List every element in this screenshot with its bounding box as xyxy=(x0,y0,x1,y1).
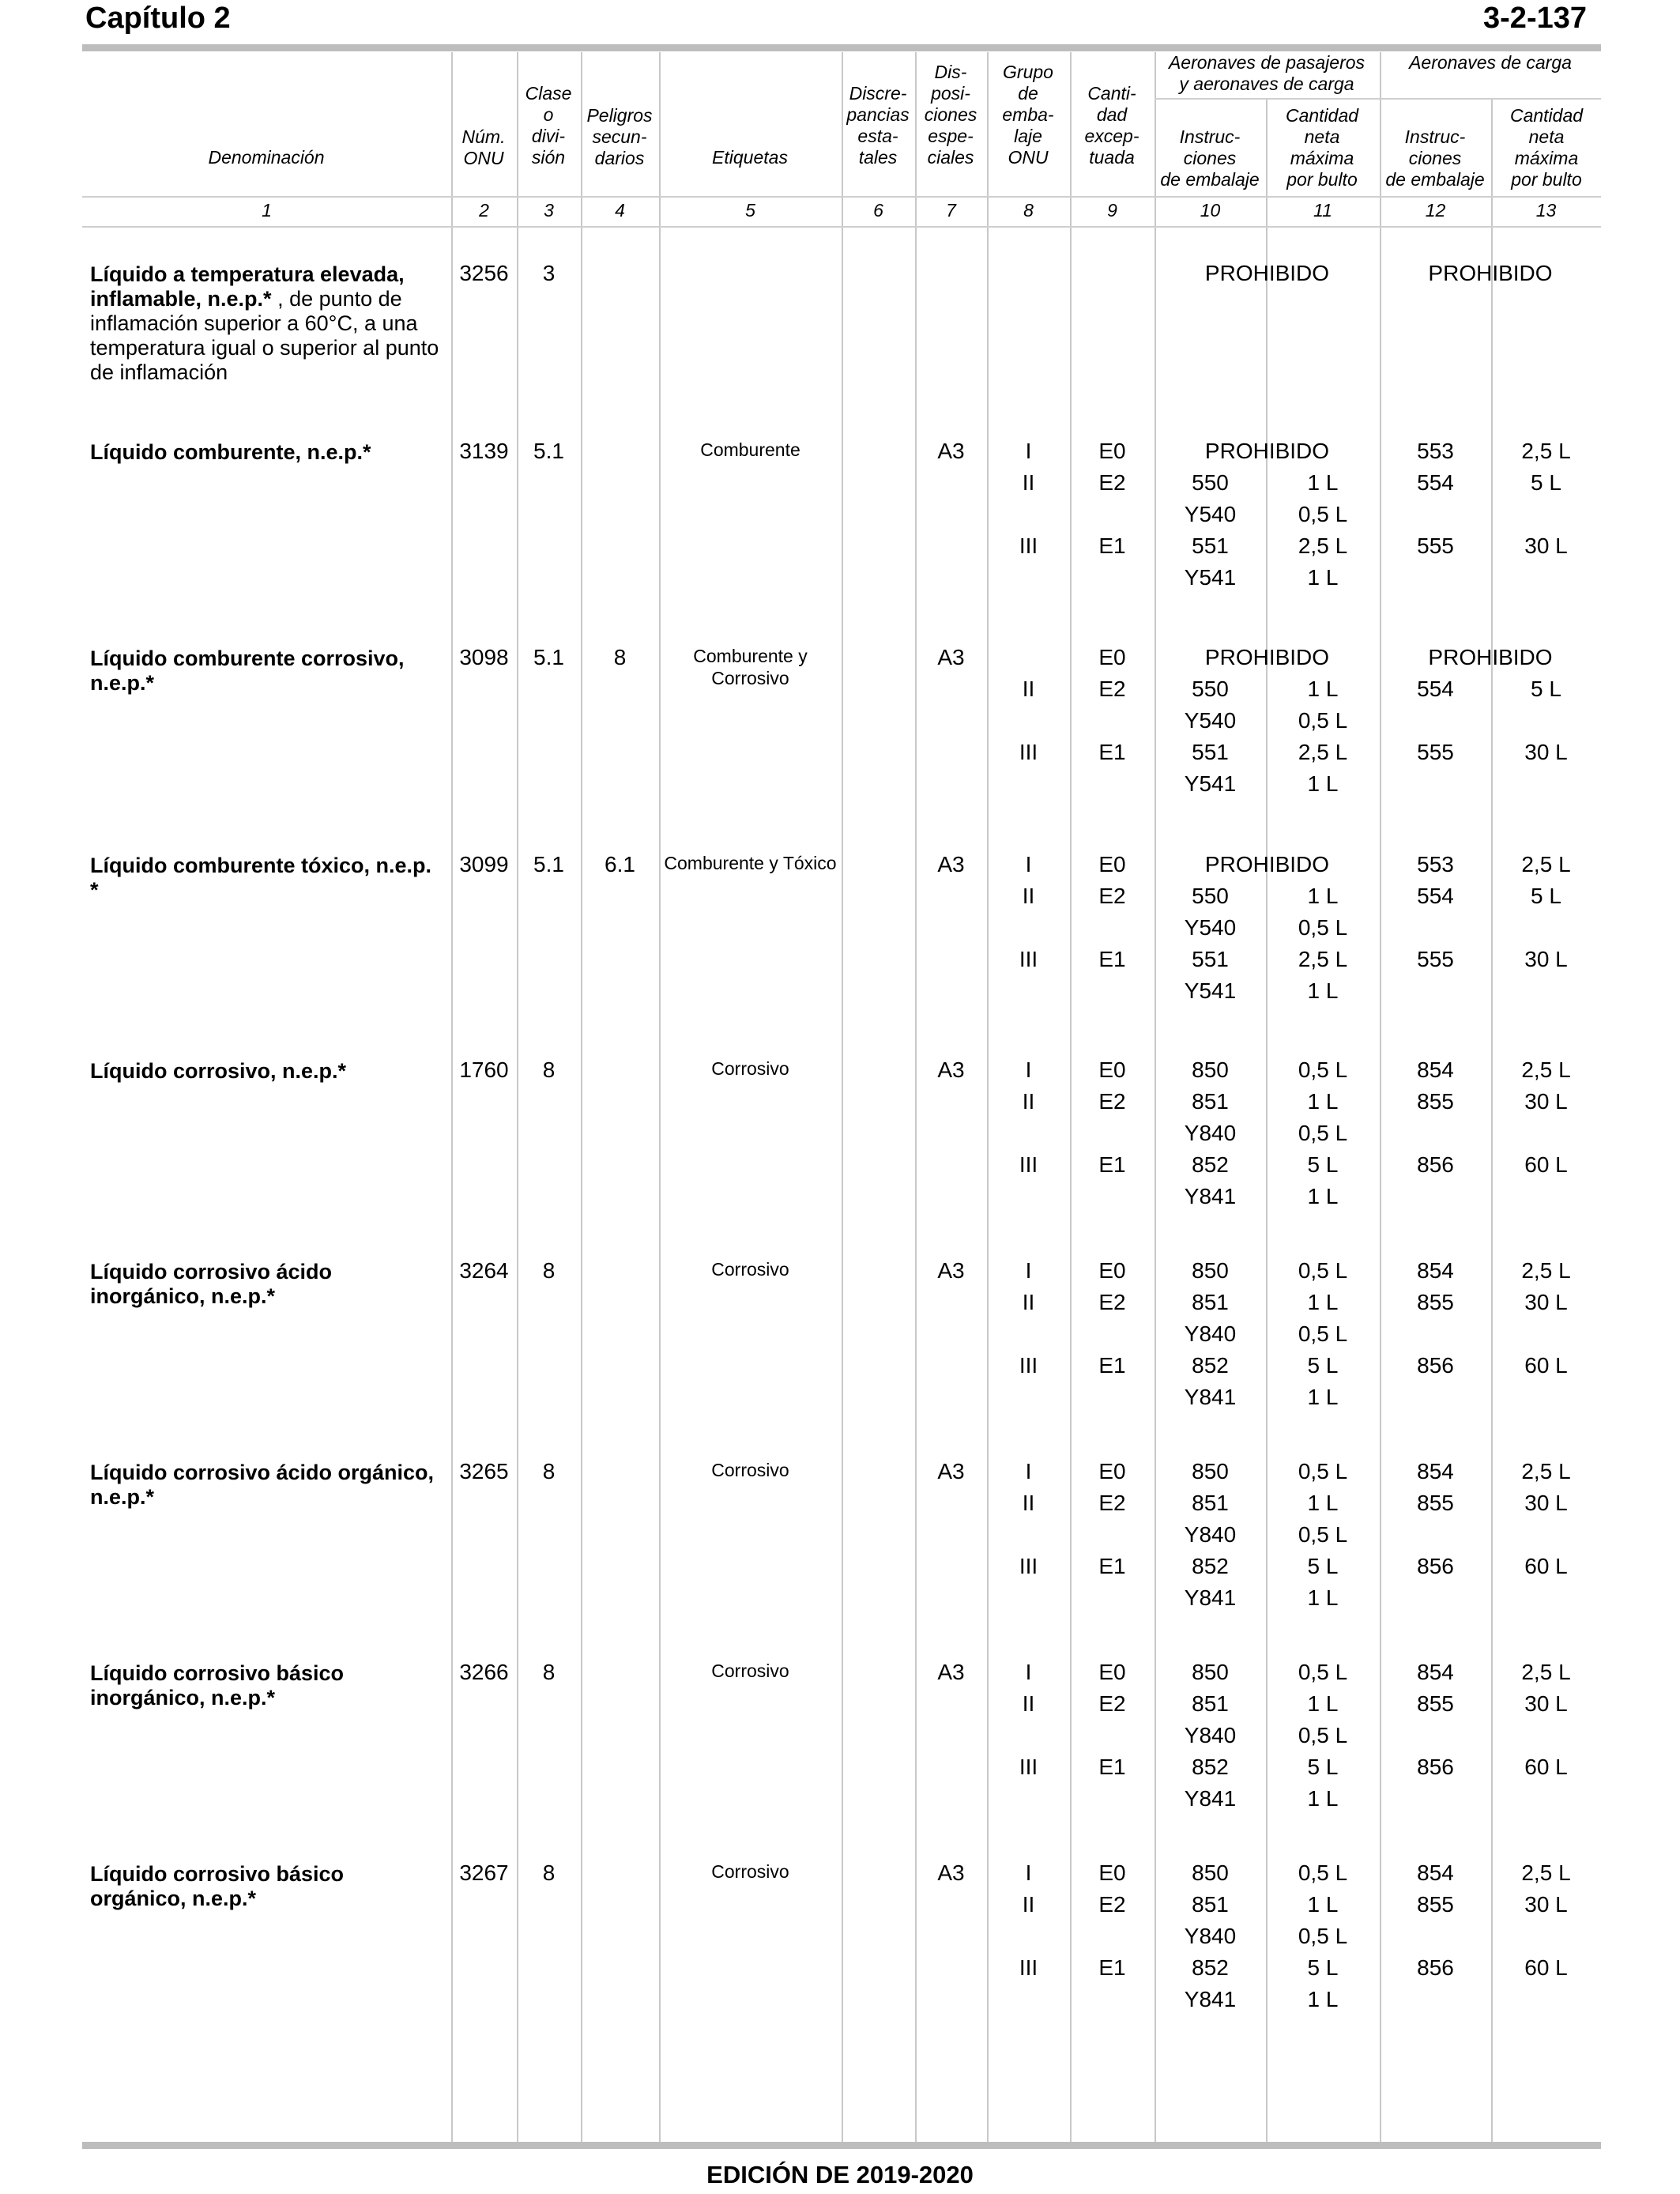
passenger-packing-instruction: Y840 xyxy=(1184,1121,1237,1145)
labels: Corrosivo xyxy=(711,1661,789,1681)
excepted-quantity: E1 xyxy=(1098,1353,1126,1378)
cargo-packing-instruction: 854 xyxy=(1417,1660,1454,1684)
passenger-packing-instruction: 851 xyxy=(1192,1290,1229,1314)
passenger-max-quantity: 0,5 L xyxy=(1298,1321,1348,1346)
un-number: 3098 xyxy=(459,645,509,669)
header-carga-instrucciones: Instruc- ciones de embalaje xyxy=(1385,126,1485,190)
prohibited-passenger: PROHIBIDO xyxy=(1204,261,1330,285)
class-division: 5.1 xyxy=(533,645,564,669)
passenger-packing-instruction: Y541 xyxy=(1184,771,1237,796)
passenger-max-quantity: 5 L xyxy=(1307,1554,1339,1578)
top-rule xyxy=(82,44,1601,51)
column-number: 6 xyxy=(873,200,883,221)
class-division: 8 xyxy=(542,1258,556,1283)
column-number: 11 xyxy=(1313,200,1332,221)
passenger-max-quantity: 5 L xyxy=(1307,1353,1339,1378)
labels: Corrosivo xyxy=(711,1460,789,1480)
cargo-max-quantity: 30 L xyxy=(1524,1089,1568,1114)
labels: Corrosivo xyxy=(711,1058,789,1079)
packing-group: III xyxy=(1019,740,1038,764)
header-pasajeros-group: Aeronaves de pasajeros y aeronaves de carga xyxy=(1168,52,1365,94)
header-pas-cantidad: Cantidad neta máxima por bulto xyxy=(1285,105,1359,190)
prohibited-passenger: PROHIBIDO xyxy=(1204,439,1330,463)
packing-group: I xyxy=(1025,1258,1032,1283)
cargo-max-quantity: 30 L xyxy=(1524,533,1568,558)
column-number: 4 xyxy=(615,200,625,221)
cargo-max-quantity: 30 L xyxy=(1524,740,1568,764)
excepted-quantity: E1 xyxy=(1098,1755,1126,1779)
cargo-packing-instruction: 555 xyxy=(1417,533,1454,558)
passenger-max-quantity: 2,5 L xyxy=(1298,947,1348,971)
packing-group: II xyxy=(1022,1892,1035,1917)
passenger-packing-instruction: Y841 xyxy=(1184,1585,1237,1610)
passenger-max-quantity: 0,5 L xyxy=(1298,1522,1348,1547)
substance-name xyxy=(90,1862,446,1911)
class-division: 3 xyxy=(542,261,556,285)
cargo-max-quantity: 2,5 L xyxy=(1521,1057,1571,1082)
cargo-max-quantity: 60 L xyxy=(1524,1955,1568,1980)
column-number: 9 xyxy=(1107,200,1117,221)
class-division: 8 xyxy=(542,1057,556,1082)
excepted-quantity: E0 xyxy=(1098,852,1126,876)
cargo-packing-instruction: 555 xyxy=(1417,740,1454,764)
passenger-max-quantity: 1 L xyxy=(1307,1691,1339,1716)
column-number: 2 xyxy=(479,200,489,221)
passenger-max-quantity: 0,5 L xyxy=(1298,1924,1348,1948)
passenger-max-quantity: 0,5 L xyxy=(1298,1057,1348,1082)
passenger-max-quantity: 1 L xyxy=(1307,1892,1339,1917)
column-number: 7 xyxy=(946,200,956,221)
cargo-max-quantity: 30 L xyxy=(1524,1290,1568,1314)
passenger-max-quantity: 1 L xyxy=(1307,470,1339,495)
excepted-quantity: E0 xyxy=(1098,1860,1126,1885)
header-grupo: Grupo de emba- laje ONU xyxy=(1002,62,1054,168)
group-header-divider xyxy=(1155,98,1601,100)
substance-name-bold: Líquido corrosivo ácido inorgánico, n.e.p.* xyxy=(90,1260,333,1308)
class-division: 8 xyxy=(542,1660,556,1684)
column-divider xyxy=(1491,98,1493,2142)
excepted-quantity: E0 xyxy=(1098,1057,1126,1082)
cargo-max-quantity: 30 L xyxy=(1524,1491,1568,1515)
excepted-quantity: E0 xyxy=(1098,1459,1126,1483)
cargo-packing-instruction: 554 xyxy=(1417,677,1454,701)
passenger-packing-instruction: Y540 xyxy=(1184,915,1237,940)
cargo-max-quantity: 30 L xyxy=(1524,1892,1568,1917)
excepted-quantity: E2 xyxy=(1098,1691,1126,1716)
substance-name-bold: Líquido corrosivo ácido orgánico, n.e.p.* xyxy=(90,1461,435,1509)
labels: Comburente y Corrosivo xyxy=(693,646,808,688)
header-num-onu: Núm. ONU xyxy=(461,126,506,168)
class-division: 5.1 xyxy=(533,852,564,876)
substance-name xyxy=(90,1661,446,1710)
special-provisions: A3 xyxy=(937,439,965,463)
passenger-packing-instruction: Y841 xyxy=(1184,1786,1237,1811)
column-divider xyxy=(659,52,661,2142)
substance-name xyxy=(90,1260,446,1309)
packing-group: I xyxy=(1025,1459,1032,1483)
passenger-packing-instruction: 850 xyxy=(1192,1459,1229,1483)
header-discrepancias: Discre- pancias esta- tales xyxy=(846,83,910,168)
cargo-packing-instruction: 553 xyxy=(1417,852,1454,876)
header-etiquetas: Etiquetas xyxy=(712,147,788,168)
cargo-packing-instruction: 854 xyxy=(1417,1057,1454,1082)
substance-name-detail: , de punto de inflamación superior a 60°C, a una temperatura igual o superior al punto de inflamación xyxy=(90,287,439,384)
excepted-quantity: E0 xyxy=(1098,1660,1126,1684)
passenger-packing-instruction: Y540 xyxy=(1184,502,1237,526)
cargo-packing-instruction: 855 xyxy=(1417,1290,1454,1314)
passenger-max-quantity: 1 L xyxy=(1307,1491,1339,1515)
excepted-quantity: E1 xyxy=(1098,1955,1126,1980)
passenger-packing-instruction: Y841 xyxy=(1184,1184,1237,1208)
excepted-quantity: E1 xyxy=(1098,947,1126,971)
un-number: 3099 xyxy=(459,852,509,876)
passenger-packing-instruction: Y840 xyxy=(1184,1924,1237,1948)
passenger-max-quantity: 2,5 L xyxy=(1298,533,1348,558)
column-divider xyxy=(915,52,917,2142)
passenger-packing-instruction: 852 xyxy=(1192,1353,1229,1378)
packing-group: III xyxy=(1019,1353,1038,1378)
packing-group: II xyxy=(1022,1290,1035,1314)
passenger-max-quantity: 1 L xyxy=(1307,1184,1339,1208)
prohibited-cargo: PROHIBIDO xyxy=(1428,645,1553,669)
excepted-quantity: E2 xyxy=(1098,1491,1126,1515)
page-number: 3-2-137 xyxy=(1483,2,1587,35)
passenger-packing-instruction: 850 xyxy=(1192,1660,1229,1684)
column-number: 5 xyxy=(745,200,755,221)
prohibited-passenger: PROHIBIDO xyxy=(1204,645,1330,669)
excepted-quantity: E2 xyxy=(1098,1089,1126,1114)
labels: Corrosivo xyxy=(711,1259,789,1280)
cargo-packing-instruction: 855 xyxy=(1417,1892,1454,1917)
passenger-packing-instruction: 851 xyxy=(1192,1491,1229,1515)
header-carga-cantidad: Cantidad neta máxima por bulto xyxy=(1509,105,1584,190)
special-provisions: A3 xyxy=(937,1057,965,1082)
excepted-quantity: E2 xyxy=(1098,884,1126,908)
chapter-title: Capítulo 2 xyxy=(85,2,231,35)
un-number: 3264 xyxy=(459,1258,509,1283)
labels: Corrosivo xyxy=(711,1861,789,1882)
passenger-packing-instruction: 550 xyxy=(1192,470,1229,495)
cargo-max-quantity: 5 L xyxy=(1531,677,1561,701)
header-disposiciones: Dis- posi- ciones espe- ciales xyxy=(924,62,977,168)
passenger-packing-instruction: Y541 xyxy=(1184,978,1237,1003)
passenger-max-quantity: 0,5 L xyxy=(1298,1860,1348,1885)
cargo-packing-instruction: 554 xyxy=(1417,470,1454,495)
packing-group: II xyxy=(1022,1491,1035,1515)
un-number: 1760 xyxy=(459,1057,509,1082)
passenger-max-quantity: 1 L xyxy=(1307,677,1339,701)
passenger-packing-instruction: 551 xyxy=(1192,740,1229,764)
passenger-max-quantity: 1 L xyxy=(1307,565,1339,590)
passenger-packing-instruction: 850 xyxy=(1192,1258,1229,1283)
passenger-max-quantity: 1 L xyxy=(1307,1385,1339,1409)
cargo-max-quantity: 2,5 L xyxy=(1521,852,1571,876)
passenger-max-quantity: 1 L xyxy=(1307,1290,1339,1314)
column-number: 3 xyxy=(544,200,554,221)
passenger-max-quantity: 1 L xyxy=(1307,1987,1339,2011)
special-provisions: A3 xyxy=(937,1860,965,1885)
column-divider xyxy=(581,52,582,2142)
special-provisions: A3 xyxy=(937,1258,965,1283)
class-division: 8 xyxy=(542,1459,556,1483)
passenger-packing-instruction: Y841 xyxy=(1184,1987,1237,2011)
substance-name-bold: Líquido corrosivo, n.e.p.* xyxy=(90,1059,347,1083)
cargo-packing-instruction: 855 xyxy=(1417,1491,1454,1515)
cargo-packing-instruction: 854 xyxy=(1417,1459,1454,1483)
passenger-packing-instruction: 852 xyxy=(1192,1955,1229,1980)
packing-group: III xyxy=(1019,1755,1038,1779)
cargo-packing-instruction: 554 xyxy=(1417,884,1454,908)
packing-group: II xyxy=(1022,1691,1035,1716)
passenger-packing-instruction: 851 xyxy=(1192,1892,1229,1917)
passenger-max-quantity: 1 L xyxy=(1307,1089,1339,1114)
passenger-packing-instruction: 550 xyxy=(1192,884,1229,908)
cargo-packing-instruction: 856 xyxy=(1417,1955,1454,1980)
passenger-max-quantity: 0,5 L xyxy=(1298,502,1348,526)
column-number-divider xyxy=(82,226,1601,228)
column-divider xyxy=(451,52,453,2142)
cargo-max-quantity: 2,5 L xyxy=(1521,1660,1571,1684)
passenger-max-quantity: 0,5 L xyxy=(1298,915,1348,940)
prohibited-passenger: PROHIBIDO xyxy=(1204,852,1330,876)
passenger-packing-instruction: 852 xyxy=(1192,1554,1229,1578)
header-denominacion: Denominación xyxy=(208,147,325,168)
un-number: 3267 xyxy=(459,1860,509,1885)
special-provisions: A3 xyxy=(937,1660,965,1684)
packing-group: I xyxy=(1025,852,1032,876)
passenger-max-quantity: 0,5 L xyxy=(1298,1459,1348,1483)
packing-group: II xyxy=(1022,677,1035,701)
excepted-quantity: E2 xyxy=(1098,1290,1126,1314)
passenger-max-quantity: 2,5 L xyxy=(1298,740,1348,764)
excepted-quantity: E0 xyxy=(1098,439,1126,463)
cargo-packing-instruction: 855 xyxy=(1417,1089,1454,1114)
column-number: 10 xyxy=(1200,200,1221,221)
un-number: 3139 xyxy=(459,439,509,463)
passenger-packing-instruction: 851 xyxy=(1192,1691,1229,1716)
cargo-max-quantity: 2,5 L xyxy=(1521,439,1571,463)
packing-group: I xyxy=(1025,1660,1032,1684)
un-number: 3256 xyxy=(459,261,509,285)
cargo-max-quantity: 60 L xyxy=(1524,1353,1568,1378)
excepted-quantity: E2 xyxy=(1098,1892,1126,1917)
column-divider xyxy=(842,52,843,2142)
passenger-max-quantity: 5 L xyxy=(1307,1955,1339,1980)
packing-group: I xyxy=(1025,439,1032,463)
excepted-quantity: E1 xyxy=(1098,1554,1126,1578)
cargo-max-quantity: 2,5 L xyxy=(1521,1860,1571,1885)
packing-group: III xyxy=(1019,1955,1038,1980)
header-peligros: Peligros secun- darios xyxy=(586,105,653,168)
packing-group: II xyxy=(1022,470,1035,495)
packing-group: III xyxy=(1019,1554,1038,1578)
passenger-packing-instruction: Y840 xyxy=(1184,1522,1237,1547)
cargo-max-quantity: 60 L xyxy=(1524,1755,1568,1779)
substance-name xyxy=(90,440,446,465)
class-division: 8 xyxy=(542,1860,556,1885)
excepted-quantity: E1 xyxy=(1098,1152,1126,1177)
passenger-packing-instruction: Y840 xyxy=(1184,1723,1237,1747)
excepted-quantity: E2 xyxy=(1098,677,1126,701)
passenger-max-quantity: 1 L xyxy=(1307,771,1339,796)
cargo-packing-instruction: 854 xyxy=(1417,1860,1454,1885)
header-carga-group: Aeronaves de carga xyxy=(1409,52,1572,73)
excepted-quantity: E1 xyxy=(1098,740,1126,764)
cargo-packing-instruction: 856 xyxy=(1417,1152,1454,1177)
column-number: 12 xyxy=(1425,200,1446,221)
substance-name xyxy=(90,1461,446,1510)
column-number: 13 xyxy=(1535,200,1557,221)
cargo-packing-instruction: 553 xyxy=(1417,439,1454,463)
un-number: 3265 xyxy=(459,1459,509,1483)
substance-name-bold: Líquido comburente corrosivo, n.e.p.* xyxy=(90,647,405,695)
packing-group: II xyxy=(1022,884,1035,908)
passenger-packing-instruction: 850 xyxy=(1192,1057,1229,1082)
packing-group: III xyxy=(1019,1152,1038,1177)
secondary-hazard: 8 xyxy=(613,645,627,669)
prohibited-cargo: PROHIBIDO xyxy=(1428,261,1553,285)
secondary-hazard: 6.1 xyxy=(605,852,635,876)
passenger-max-quantity: 0,5 L xyxy=(1298,1723,1348,1747)
packing-group: II xyxy=(1022,1089,1035,1114)
column-number: 1 xyxy=(262,200,272,221)
header-cantidad-exceptuada: Canti- dad excep- tuada xyxy=(1084,83,1139,168)
column-number: 8 xyxy=(1023,200,1034,221)
cargo-max-quantity: 2,5 L xyxy=(1521,1459,1571,1483)
passenger-packing-instruction: 551 xyxy=(1192,533,1229,558)
cargo-max-quantity: 30 L xyxy=(1524,1691,1568,1716)
substance-name xyxy=(90,647,446,696)
passenger-packing-instruction: Y540 xyxy=(1184,708,1237,733)
passenger-packing-instruction: Y841 xyxy=(1184,1385,1237,1409)
substance-name-bold: Líquido a temperatura elevada, inflamable, n.e.p.* xyxy=(90,262,405,311)
class-division: 5.1 xyxy=(533,439,564,463)
substance-name-bold: Líquido comburente tóxico, n.e.p. * xyxy=(90,854,432,902)
column-divider xyxy=(517,52,518,2142)
cargo-max-quantity: 5 L xyxy=(1531,470,1561,495)
labels: Comburente xyxy=(700,439,800,460)
excepted-quantity: E2 xyxy=(1098,470,1126,495)
passenger-max-quantity: 1 L xyxy=(1307,1585,1339,1610)
passenger-packing-instruction: 851 xyxy=(1192,1089,1229,1114)
substance-name-bold: Líquido corrosivo básico orgánico, n.e.p.* xyxy=(90,1862,345,1910)
packing-group: III xyxy=(1019,947,1038,971)
passenger-max-quantity: 5 L xyxy=(1307,1755,1339,1779)
packing-group: III xyxy=(1019,533,1038,558)
substance-name xyxy=(90,1059,446,1084)
passenger-packing-instruction: 852 xyxy=(1192,1152,1229,1177)
special-provisions: A3 xyxy=(937,852,965,876)
cargo-packing-instruction: 555 xyxy=(1417,947,1454,971)
packing-group: I xyxy=(1025,1860,1032,1885)
header-clase: Clase o divi- sión xyxy=(525,83,572,168)
passenger-max-quantity: 0,5 L xyxy=(1298,1121,1348,1145)
passenger-max-quantity: 0,5 L xyxy=(1298,1660,1348,1684)
special-provisions: A3 xyxy=(937,645,965,669)
substance-name xyxy=(90,262,446,385)
cargo-max-quantity: 60 L xyxy=(1524,1554,1568,1578)
cargo-packing-instruction: 855 xyxy=(1417,1691,1454,1716)
passenger-max-quantity: 0,5 L xyxy=(1298,708,1348,733)
cargo-packing-instruction: 856 xyxy=(1417,1554,1454,1578)
cargo-max-quantity: 60 L xyxy=(1524,1152,1568,1177)
header-pas-instrucciones: Instruc- ciones de embalaje xyxy=(1160,126,1260,190)
cargo-max-quantity: 2,5 L xyxy=(1521,1258,1571,1283)
passenger-packing-instruction: Y840 xyxy=(1184,1321,1237,1346)
un-number: 3266 xyxy=(459,1660,509,1684)
passenger-packing-instruction: Y541 xyxy=(1184,565,1237,590)
substance-name-bold: Líquido corrosivo básico inorgánico, n.e.p.* xyxy=(90,1661,345,1710)
excepted-quantity: E1 xyxy=(1098,533,1126,558)
passenger-packing-instruction: 551 xyxy=(1192,947,1229,971)
passenger-max-quantity: 0,5 L xyxy=(1298,1258,1348,1283)
special-provisions: A3 xyxy=(937,1459,965,1483)
passenger-packing-instruction: 852 xyxy=(1192,1755,1229,1779)
edition-footer: EDICIÓN DE 2019-2020 xyxy=(706,2161,974,2188)
passenger-max-quantity: 1 L xyxy=(1307,978,1339,1003)
cargo-packing-instruction: 856 xyxy=(1417,1353,1454,1378)
passenger-max-quantity: 1 L xyxy=(1307,884,1339,908)
cargo-max-quantity: 5 L xyxy=(1531,884,1561,908)
cargo-packing-instruction: 854 xyxy=(1417,1258,1454,1283)
labels: Comburente y Tóxico xyxy=(664,853,837,873)
passenger-max-quantity: 5 L xyxy=(1307,1152,1339,1177)
passenger-packing-instruction: 550 xyxy=(1192,677,1229,701)
cargo-packing-instruction: 856 xyxy=(1417,1755,1454,1779)
excepted-quantity: E0 xyxy=(1098,645,1126,669)
excepted-quantity: E0 xyxy=(1098,1258,1126,1283)
substance-name xyxy=(90,854,446,903)
passenger-max-quantity: 1 L xyxy=(1307,1786,1339,1811)
substance-name-bold: Líquido comburente, n.e.p.* xyxy=(90,440,371,464)
bottom-rule xyxy=(82,2142,1601,2149)
packing-group: I xyxy=(1025,1057,1032,1082)
header-divider xyxy=(82,196,1601,198)
passenger-packing-instruction: 850 xyxy=(1192,1860,1229,1885)
cargo-max-quantity: 30 L xyxy=(1524,947,1568,971)
